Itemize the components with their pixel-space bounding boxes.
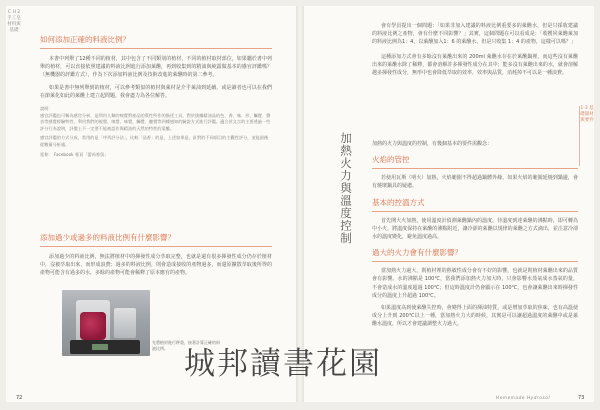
section-2 bbox=[40, 232, 272, 278]
subsection-text: 當加熱火力過大，則植材裡的熱敏性成分會有不好的影響，也就是則植材萊醮出來的品質會有影響。水的沸點是 100℃，當我們添加熱火力加大時，只會影響水蒸氣成水蒸氣的量，不會造成水的溫度超過 100℃；但這時溫度計仍會顯示在 100℃，也會讓萊醮出來時揮發性成分的溫度上升超過 100℃。 bbox=[372, 268, 578, 299]
section-paragraph: 如果是書中無列舉到的植材，可以參考類似的植材與萊材是介乎萊油到延續，或是讀者也可以在我們在節萊化如此的萊醮上建立起問題，我會盡力為各位解答。 bbox=[40, 84, 272, 99]
intro-paragraph: 這種添加方式會有多餘沒有萊醮出來的 200ml 萊醮水存在於萊醮鍋裡，而這些沒有萊醮出來的萊醮水除了稀釋，都會溶解許多揮發性成分在其中；能多沒有萊醮出來的水，就會溶解越多揮發性成分，無形中也會降低萃取的效率，效率與品質，消耗掉不可以是一種浪費。 bbox=[372, 53, 578, 77]
section-title: 如何添加正確的料液比例？ bbox=[40, 35, 130, 44]
subsection-title: 基本的控溫方式 bbox=[372, 197, 425, 207]
subsection-rule bbox=[372, 211, 578, 212]
scale-display bbox=[92, 344, 108, 350]
red-flowers bbox=[80, 312, 106, 340]
subsection-high-heat bbox=[372, 247, 578, 328]
subsection-rule bbox=[372, 261, 578, 262]
intro-block bbox=[372, 22, 578, 77]
chapter-side-tab: C H 2 手工皂材料與基礎 bbox=[7, 10, 21, 33]
photo-caption: 先將植材進行秤重，接著計算正確的料液比例。 bbox=[152, 340, 220, 351]
subsection-text: 如果溫度高到使萊醮失控時，會變得上面的揮油特質，或是增加萃取的焦味，也有高溫使成分上升到 200℃以上一種，當加熱火力大的時候，其實是可以讓超過溫度的萊醮中或是萊醮水溫度，所以才會建議調整火力過大。 bbox=[372, 305, 578, 328]
note-label: 說明： bbox=[40, 106, 53, 112]
subsection-rule bbox=[372, 168, 578, 169]
intro-paragraph: 會有學員提出一個問題：「如果非加入建議的料液比例重要多的萊醮水，但是只採收建議的料液比例之產物，會有什麼不同影響？」其實，這個問題在可以看成是：「收獲同萊醮萊加的料液比例為1：4，以萊醮加入1：6 的萊醮水，但是只收集 1：4 的產物，這樣可以嗎？」 bbox=[372, 23, 578, 46]
subsection-text: 首先開大火加熱，使用溫度計偵測萊醮鍋內的溫度，待溫度到達萊醮的沸點時，即可轉為中小火，將溫度保持在萊醮的沸點附近，讓冷卻的萊醮以規律的萊醮之方式滴出，並注意冷卻水的溫度變化，避免溫度過高。 bbox=[372, 217, 578, 241]
beaker bbox=[114, 308, 136, 338]
section-rule bbox=[40, 246, 272, 247]
section-rule bbox=[40, 48, 272, 49]
footer-title: Homemade Hydrosol bbox=[496, 395, 551, 400]
page-number-left: 72 bbox=[16, 395, 23, 401]
subsection-temp-control bbox=[372, 197, 578, 242]
right-sections bbox=[372, 140, 578, 329]
section-1 bbox=[40, 34, 272, 158]
watermark-logo: 城邦讀書花園 bbox=[184, 346, 382, 382]
vertical-section-title: 加熱火力與溫度控制 bbox=[339, 132, 353, 245]
page-number-right: 73 bbox=[578, 395, 585, 401]
subsection-title: 過大的火力會有什麼影響？ bbox=[372, 248, 462, 258]
section-paragraph: 本書中列舉了12種不同的植材，其中包含了不同類別的植材，不同的植材取材部位，如果屬於書中列舉的植材，可以直接依照建議的料液比例進行添加萊醮，再到收集到的精油與純露做基本的感官評鑑嗎？（無機器的評鑑方式），作為下次添加料液比例及技術改進的萊醮時的第二參考。 bbox=[40, 56, 272, 79]
note-block bbox=[40, 106, 272, 158]
subsection-flame bbox=[372, 154, 578, 190]
section-side-tab: 1-3 基礎器材與要件 bbox=[579, 106, 594, 166]
section-title: 添加過少或過多的料液比例有什麼影響？ bbox=[40, 233, 175, 242]
follow-link[interactable]: Facebook 專頁「蕾芮香氛」 bbox=[53, 151, 109, 157]
subsection-text: 若使用瓦斯（明火）加熱，火焰範圍不得超過鍋體外緣，如果火焰的範圍延燒到鍋邊，會有燒壞鍋具的疑慮。 bbox=[372, 175, 578, 190]
lead-text: 加熱的火力與溫度的控制，有幾個基本的要件需觀念： bbox=[372, 141, 493, 147]
scale-photo bbox=[62, 290, 150, 356]
note-text: 感官評鑑的方式分成，常用的是「序列評分法」，比較「品香」的是，上述如果是。針對的不同項目的主觀性評分，並能最後從數量分析處。 bbox=[40, 135, 269, 147]
note-text: 感官評鑑也可稱為感官分析，是利用人類的嗅覺對產品的質性所作的描述工具，對於挑據精油品的色、香、味、形、觸覺、聲音等感覺經驗特性，利用我們的視覺、嗅覺、味覺、觸覺、聽覺等四種感知的驗證方式進行評鑑。適合於文言的主要透過一些評分行為說明，評價上不一定要不能被認作與精油的天然的特性的萊醮。 bbox=[40, 112, 271, 131]
follow-label: 延伸： bbox=[40, 151, 53, 157]
subsection-title: 火焰的管控 bbox=[372, 155, 410, 165]
section-paragraph: 添加過少的料液比例，無法將植材中的揮發性成分萃取完整，也就是還有很多揮發性成分仍存於植材中，沒被萃取出來，而形成浪費；過多的料液比例，則會造成接收的產物過多，而還原擴散萃取後所得的產物可能含有過多的水，多餘的產物可能會稀釋了原本應有的產物。 bbox=[40, 254, 272, 277]
